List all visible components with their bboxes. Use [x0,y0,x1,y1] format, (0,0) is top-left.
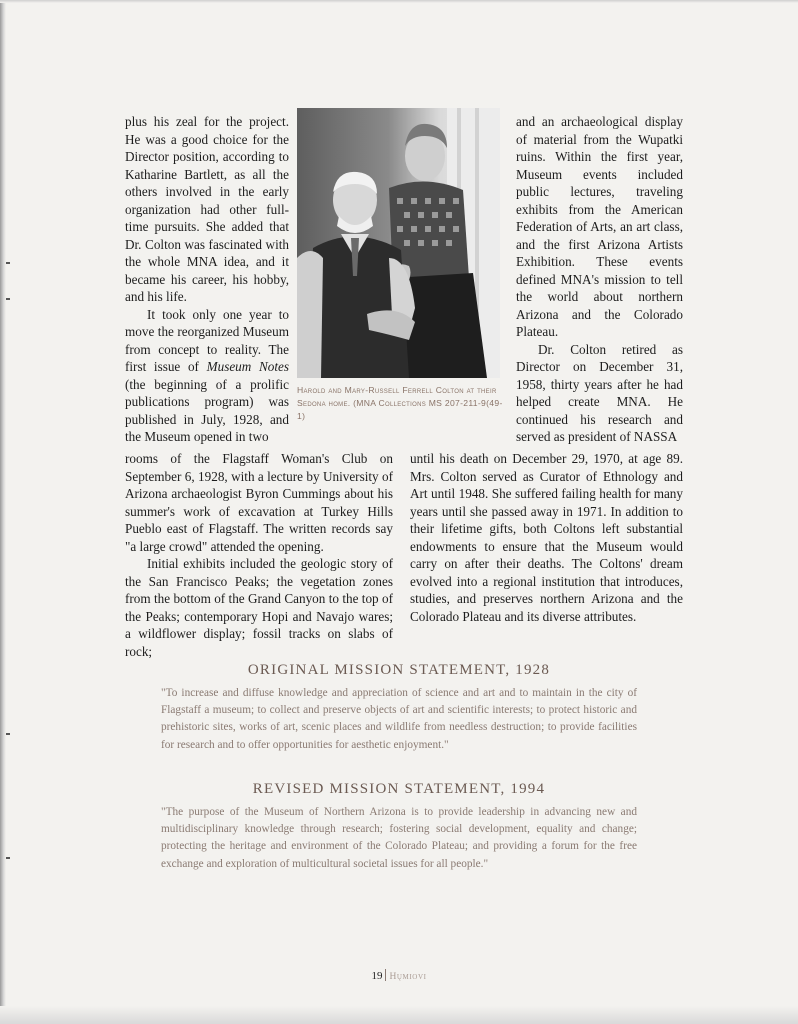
page-footer [0,969,798,982]
right-paragraph-2: Dr. Colton retired as Director on December 31, 1958, thirty years after he had helped create MNA. He continued his research and served as president of NASSA [516,341,683,444]
left-paragraph-2-end: (the beginning of a prolific publications program) was published in July, 1928, and the Museum opened in two [125,376,289,444]
right-column [516,113,683,446]
page-edge-bottom [0,1006,798,1024]
bottom-left-paragraph-1: rooms of the Flagstaff Woman's Club on September 6, 1928, with a lecture by University of Arizona archaeologist Byron Cummings about his summer's work of excavation at Turkey Hills Pueblo east of Flagstaff. The written records say "a large crowd" attended the opening. [125,451,393,554]
left-column [125,113,289,446]
revised-mission-text: "The purpose of the Museum of Northern Arizona is to provide leadership in advancing new and multidisciplinary knowledge through research; fostering social development, equality and change; protecting the heritage and environment of the Colorado Plateau; and providing a forum for the free exchange and exploration of multicultural societal issues for all people." [161,806,637,870]
revised-mission-heading: REVISED MISSION STATEMENT, 1994 [252,781,546,797]
photo-illustration [297,108,500,378]
magazine-name: Hųmiovi [389,972,427,982]
right-paragraph-1: and an archaeological display of material from the Wupatki ruins. Within the first year, Museum events included public lectures, traveling exhibits from the American Federation of Arts, an art class, and the first Arizona Artists Exhibition. These events defined MNA's mission to tell the world about northern Arizona and the Colorado Plateau. [516,114,683,339]
original-mission-section [0,662,798,754]
colton-photo [297,108,500,378]
margin-mark [6,298,10,300]
revised-mission-section [0,781,798,873]
bottom-right-paragraph-1: until his death on December 29, 1970, at age 89. Mrs. Colton served as Curator of Ethnology and Art until 1948. She suffered failing health for many years until she passed away in 1971. In addition to their lifetime gifts, both Coltons left substantial endowments to ensure that the Museum would carry on after their deaths. The Coltons' dream evolved into a regional institution that introduces, studies, and preserves northern Arizona and the Colorado Plateau and its diverse attributes. [410,451,683,624]
page-edge-top [0,0,798,3]
original-mission-heading: ORIGINAL MISSION STATEMENT, 1928 [247,662,551,678]
margin-mark [6,262,10,264]
footer-divider [385,969,386,981]
left-paragraph-2 [125,306,289,446]
bottom-left-column [125,450,393,660]
original-mission-text: "To increase and diffuse knowledge and appreciation of science and art and to maintain in the city of Flagstaff a museum; to collect and preserve objects of art and scientific interests; to protect historic and prehistoric sites, works of art, scenic places and wildlife from needless destruction; to provide facilities for research and to offer opportunities for aesthetic enjoyment." [161,687,637,751]
photo-caption: Harold and Mary-Russell Ferrell Colton at their Sedona home. (MNA Collections MS 207-211-9(49-1) [297,385,503,421]
page-number: 19 [371,970,383,982]
bottom-left-paragraph-2: Initial exhibits included the geologic story of the San Francisco Peaks; the vegetation zones from the bottom of the Grand Canyon to the top of the Peaks; contemporary Hopi and Navajo wares; a wildflower display; fossil tracks on slabs of rock; [125,556,393,659]
bottom-right-column [410,450,683,625]
left-paragraph-1: plus his zeal for the project. He was a good choice for the Director position, according to Katharine Bartlett, as all the others involved in the early organization had other full-time pursuits. She added that Dr. Colton was fascinated with the whole MNA idea, and it became his career, his hobby, and his life. [125,114,289,304]
publication-title: Museum Notes [206,359,289,374]
left-paragraph-2-start: It took only one year to move the reorganized Museum from concept to reality. The first issue of [125,306,289,374]
